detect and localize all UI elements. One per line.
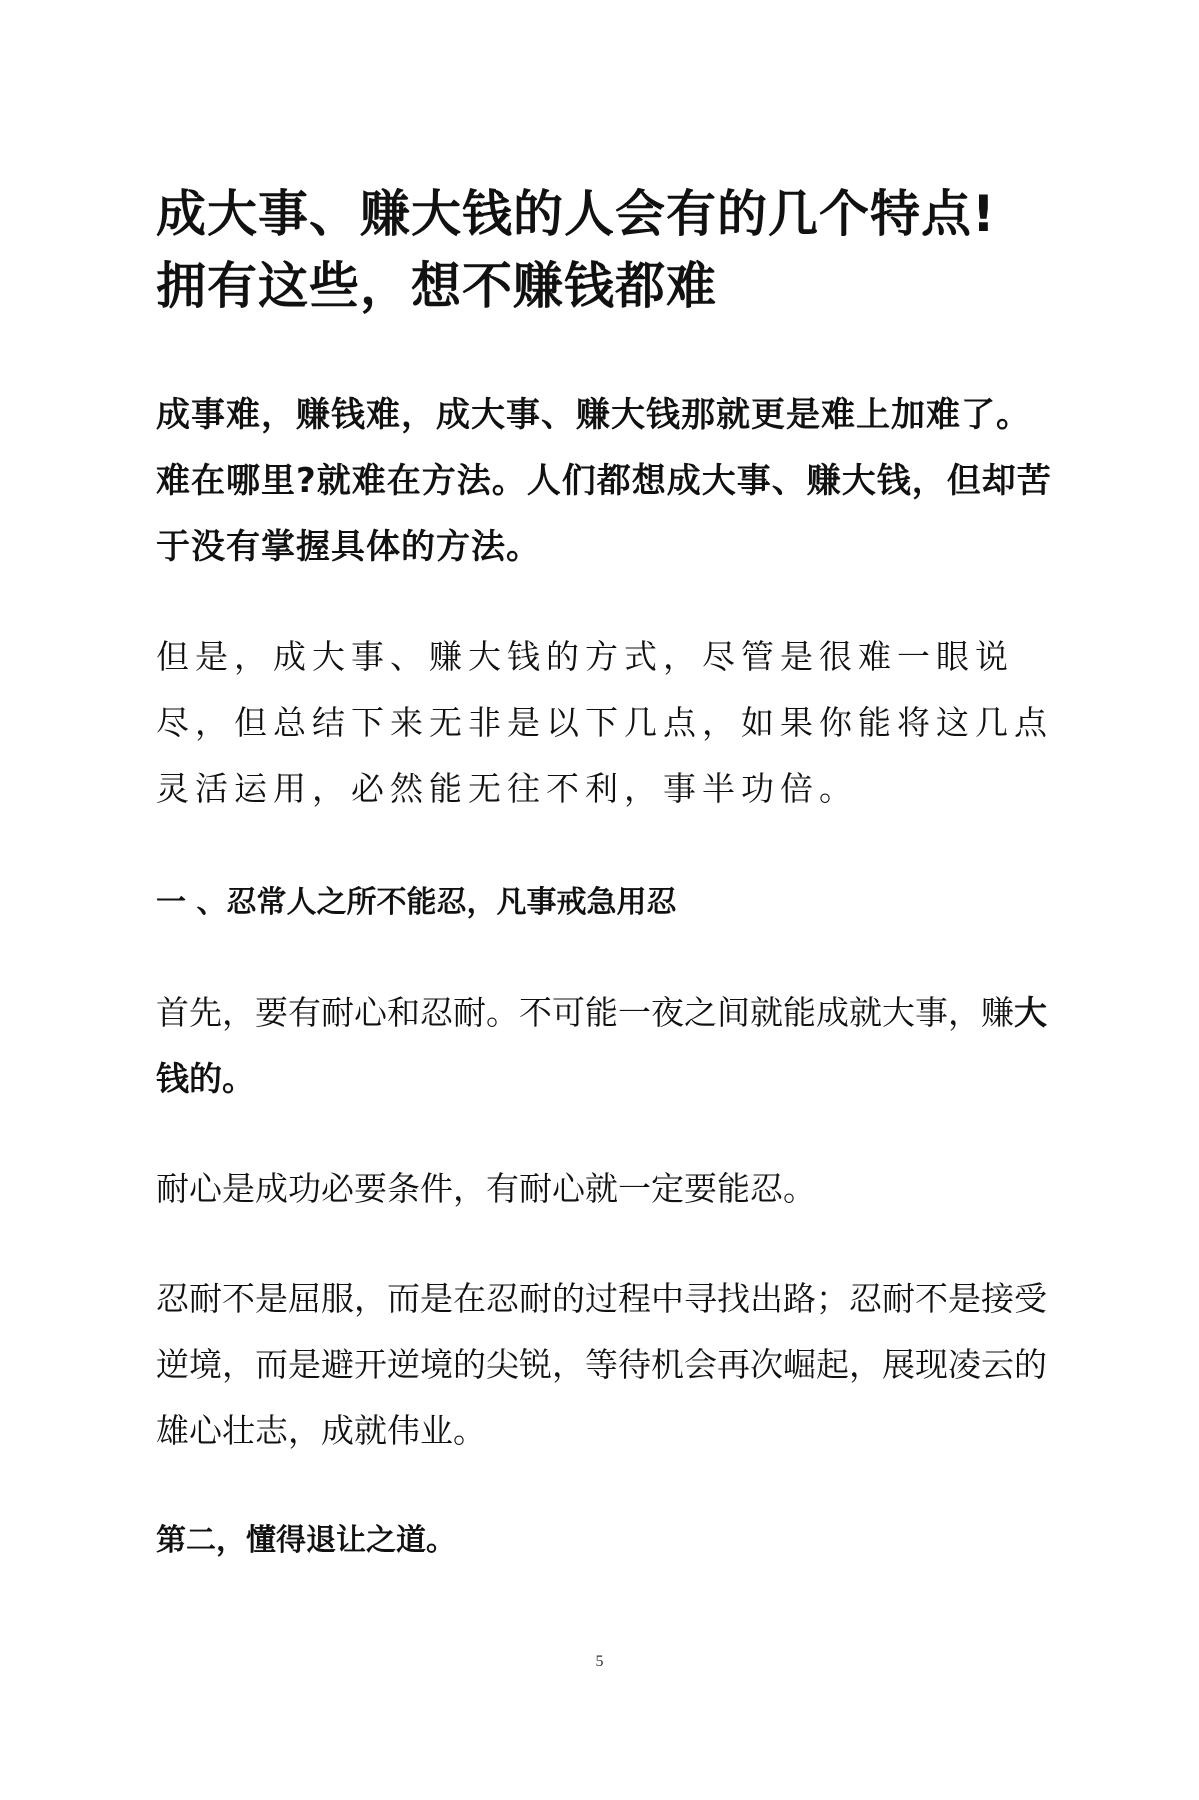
title-line-2: 拥有这些，想不赚钱都难 (156, 257, 717, 315)
section-1-paragraph-2: 耐心是成功必要条件，有耐心就一定要能忍。 (156, 1169, 816, 1208)
lead-paragraph: 成事难，赚钱难，成大事、赚大钱那就更是难上加难了。难在哪里?就难在方法。人们都想成大事、赚大钱，但却苦于没有掌握具体的方法。 (156, 395, 1052, 567)
section-1-paragraph-1-main: 首先，要有耐心和忍耐。不可能一夜之间就能成就大事，赚 (156, 993, 1014, 1032)
page-number: 5 (595, 1653, 604, 1670)
section-1-paragraph-1 (156, 980, 1056, 1112)
section-2-heading: 第二，懂得退让之道。 (156, 1523, 456, 1558)
section-1-paragraph-3: 忍耐不是屈服，而是在忍耐的过程中寻找出路；忍耐不是接受逆境，而是避开逆境的尖锐，等待机会再次崛起，展现凌云的雄心壮志，成就伟业。 (156, 1279, 1047, 1450)
article-body (156, 178, 1056, 1574)
title-line-1: 成大事、赚大钱的人会有的几个特点! (156, 185, 996, 243)
section-1-heading: 一 、忍常人之所不能忍，凡事戒急用忍 (156, 885, 677, 920)
intro-paragraph: 但是，成大事、赚大钱的方式，尽管是很难一眼说尽，但总结下来无非是以下几点，如果你能将这几点灵活运用，必然能无往不利，事半功倍。 (156, 637, 1053, 808)
section-1-paragraph-1-tail: 大钱的。 (156, 993, 1047, 1098)
article-title (156, 178, 1056, 322)
